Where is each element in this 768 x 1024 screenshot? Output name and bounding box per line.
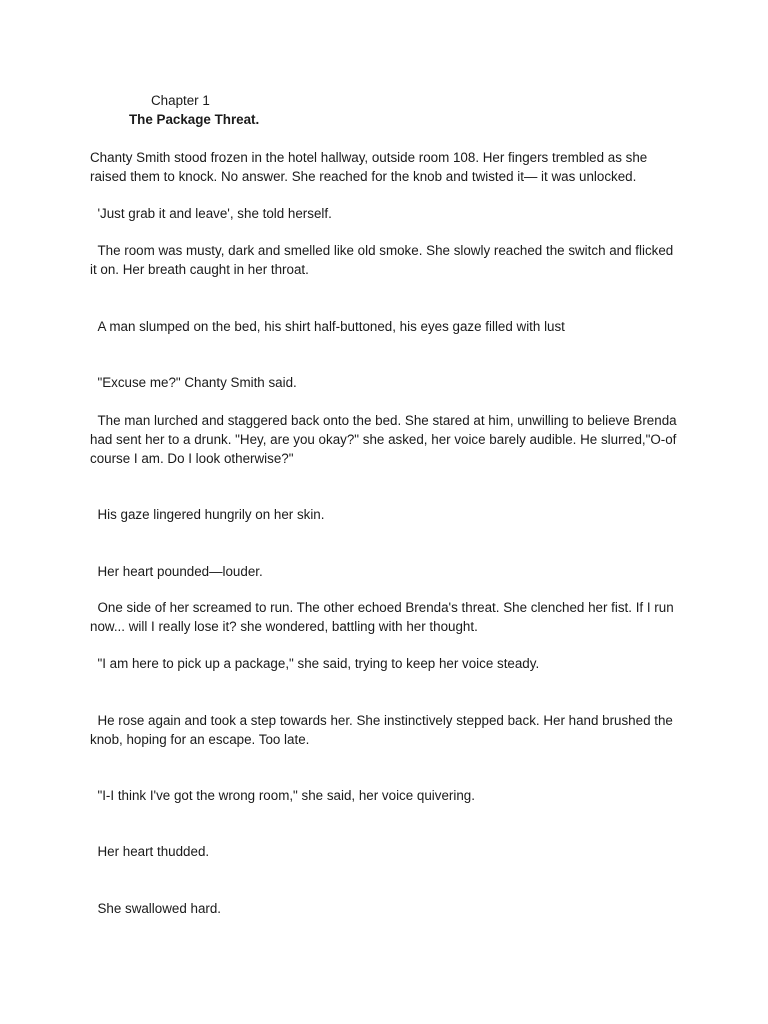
- paragraph: 'Just grab it and leave', she told herself.: [90, 206, 332, 221]
- paragraph: His gaze lingered hungrily on her skin.: [90, 507, 325, 522]
- chapter-label: Chapter 1: [151, 93, 210, 108]
- paragraph: Her heart pounded—louder.: [90, 564, 263, 579]
- paragraph: One side of her screamed to run. The other echoed Brenda's threat. She clenched her fist. If I run now... will I really lose it? she wondered, battling with her thought.: [90, 600, 678, 634]
- paragraph: She swallowed hard.: [90, 901, 222, 916]
- paragraph: "I-I think I've got the wrong room," she said, her voice quivering.: [90, 788, 475, 803]
- paragraph: A man slumped on the bed, his shirt half-buttoned, his eyes gaze filled with lust: [90, 319, 565, 334]
- paragraph: The room was musty, dark and smelled like old smoke. She slowly reached the switch and flicked it on. Her breath caught in her throat.: [90, 243, 677, 277]
- paragraph: The man lurched and staggered back onto the bed. She stared at him, unwilling to believe Brenda had sent her to a drunk. "Hey, are you okay?" she asked, her voice barely audible. He slurred,"O-of course I am. Do I look otherwise?": [90, 413, 681, 466]
- paragraph: "I am here to pick up a package," she said, trying to keep her voice steady.: [90, 656, 540, 671]
- paragraph: Her heart thudded.: [90, 844, 210, 859]
- paragraph: Chanty Smith stood frozen in the hotel hallway, outside room 108. Her fingers trembled as she raised them to knock. No answer. She reached for the knob and twisted it— it was unlocked.: [90, 150, 651, 184]
- paragraph: "Excuse me?" Chanty Smith said.: [90, 375, 297, 390]
- paragraph: He rose again and took a step towards her. She instinctively stepped back. Her hand brushed the knob, hoping for an escape. Too late.: [90, 713, 677, 747]
- chapter-title: The Package Threat.: [129, 112, 260, 127]
